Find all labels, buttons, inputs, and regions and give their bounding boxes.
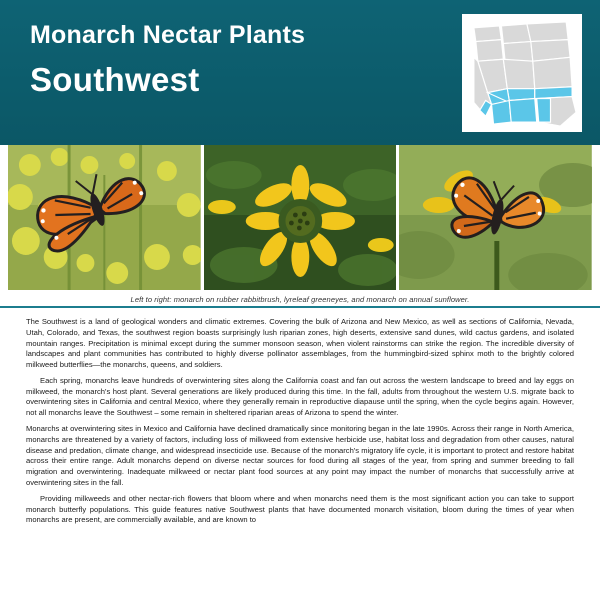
header-title-group — [30, 22, 305, 98]
paragraph-2: Each spring, monarchs leave hundreds of overwintering sites along the California coast and fan out across the western landscape to breed and lay eggs on milkweed, the monarch's host plant. Several generations are likely produced during this time. In the fall, adults from throughout the western U.S. migrate back to overwintering sites in California and central Mexico, where they generally remain in reproductive diapause until the spring, when the cycle begins again. However, not all monarchs leave the Southwest – some remain in sheltered riparian areas of Arizona to spend the winter. — [26, 375, 574, 418]
page-subtitle: Southwest — [30, 60, 200, 98]
photo-monarch-on-rubber-rabbitbrush — [8, 145, 201, 290]
photo-caption: Left to right: monarch on rubber rabbitbrush, lyreleaf greeneyes, and monarch on annual sunflower. — [130, 295, 470, 304]
paragraph-4: Providing milkweeds and other nectar-rich flowers that bloom where and when monarchs need them is the most significant action you can take to support monarch butterfly populations. This guide features native Southwest plants that have documented monarch visitation, bloom during the times of year when monarchs are present, are commercially available, and are known to — [26, 493, 574, 525]
paragraph-3: Monarchs at overwintering sites in Mexico and California have declined dramatically since monitoring began in the late 1990s. Across their range in North America, monarchs are threatened by a variety of factors, including loss of milkweed from extensive herbicide use, habitat loss and degradation from other causes, natural disease and predation, climate change, and widespread insecticide use. Because of the monarch's migratory life cycle, it is important to protect and restore habitat across their entire range. Adult monarchs depend on diverse nectar sources for food during all stages of the year, from spring and summer breeding to fall migration and overwintering. Inadequate milkweed or nectar plant food sources at any point may impact the number of monarchs that successfully arrive at overwintering sites in the fall. — [26, 424, 574, 487]
paragraph-1: The Southwest is a land of geological wonders and climatic extremes. Covering the bulk of Arizona and New Mexico, as well as sections of California, Nevada, Utah, Colorado, and Texas, the southwest region boasts surprisingly lush riparian zones, high deserts, extensive sand dunes, wild cactus gardens, and isolated mountain ranges. Precipitation is minimal except during the summer monsoon season, when violent rainstorms can strike the region. The incredible diversity of landscapes and plant communities has contributed to highly diverse pollinator assemblages, from the hummingbird-sized sphinx moth to the brightly colored milkweed butterflies—the monarchs, queens, and soldiers. — [26, 317, 574, 370]
photo-lyreleaf-greeneyes — [204, 145, 397, 290]
photo-strip — [0, 145, 600, 290]
photo-monarch-on-annual-sunflower — [399, 145, 592, 290]
document-header — [0, 0, 600, 145]
article-body — [0, 308, 600, 526]
southwest-region-map-icon — [462, 14, 582, 132]
page-title: Monarch Nectar Plants — [30, 21, 306, 49]
